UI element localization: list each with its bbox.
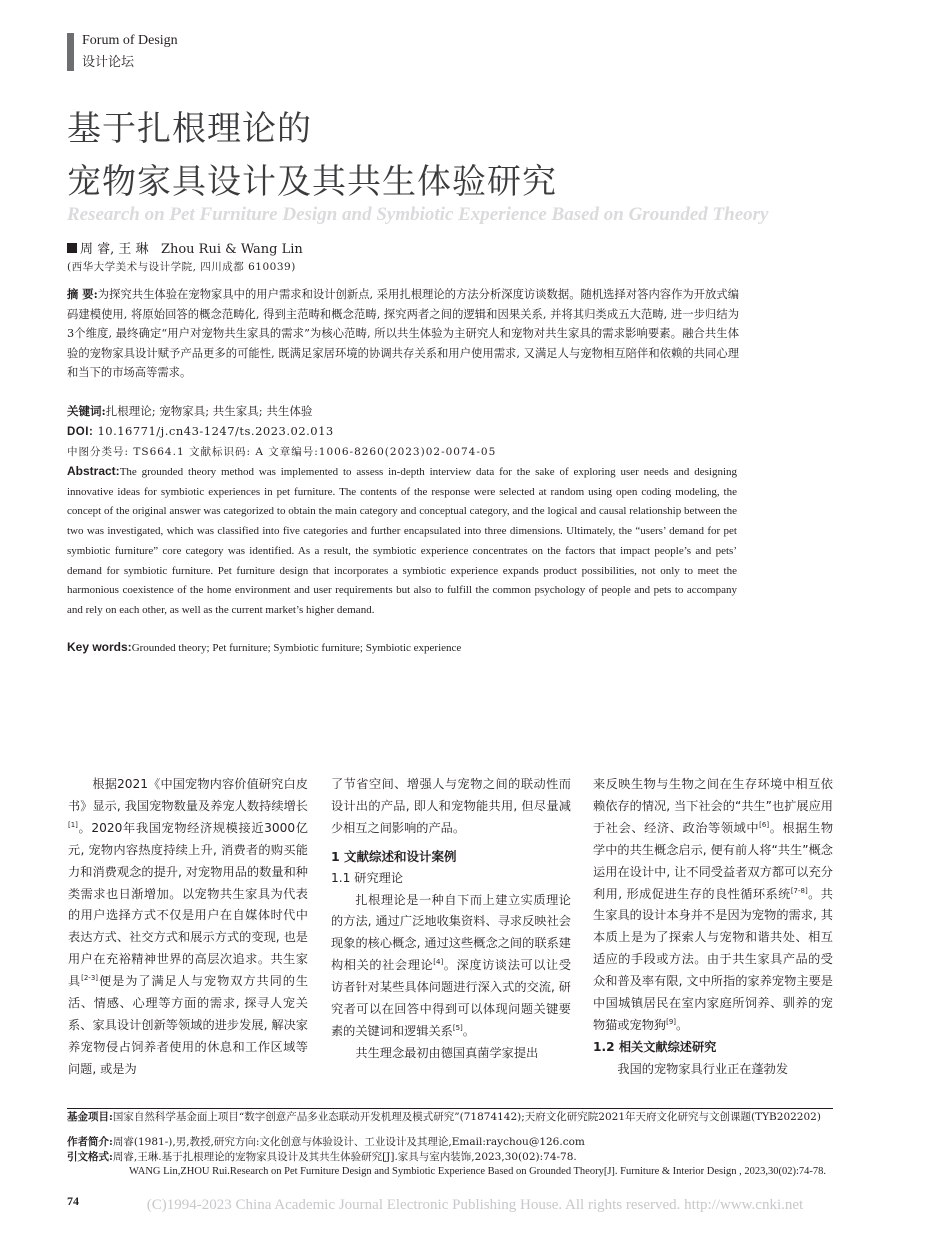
author-names-cn: 周 睿, 王 琳 [80, 242, 149, 257]
cnki-watermark: (C)1994-2023 China Academic Journal Electronic Publishing House. All rights reserved. http://www.cnki.net [146, 1197, 804, 1213]
abstract-cn-text: 为探究共生体验在宠物家具中的用户需求和设计创新点, 采用扎根理论的方法分析深度访谈数据。随机选择对答内容作为开放式编码建模使用, 将原始回答的概念范畴化, 得到主范畴和概念范畴, 探究两者之间的逻辑和因果关系, 并将其归类成五大范畴, 进一步归结为3个维度, 最终确定“用户对宠物共生家具的需求”为核心范畴, 所以共生体验为主研究人和宠物对共生家具的需求影响要素。融合共生体验的宠物家具设计赋予产品更多的可能性, 既满足家居环境的协调共存关系和用户使用需求, 又满足人与宠物相互陪伴和依赖的共同心理和当下的市场高等需求。 [67, 288, 739, 380]
author-marker-square [67, 243, 77, 253]
keywords-en-text: Grounded theory; Pet furniture; Symbiotic furniture; Symbiotic experience [131, 642, 462, 654]
citation-ref[interactable]: [9] [666, 1017, 677, 1026]
section-heading: 1 文献综述和设计案例 [331, 848, 457, 864]
doi-value[interactable]: 10.16771/j.cn43-1247/ts.2023.02.013 [97, 424, 334, 438]
abstract-cn-label: 摘 要: [67, 287, 98, 301]
keywords-cn-label: 关键词: [67, 404, 106, 418]
affiliation: (西华大学美术与设计学院, 四川成都 610039) [67, 261, 296, 273]
keywords-cn [67, 403, 312, 419]
citation-ref[interactable]: [4] [433, 958, 444, 967]
section-bar [67, 33, 74, 71]
section-title-cn: 设计论坛 [82, 55, 135, 70]
subsection-heading: 1.1 研究理论 [331, 870, 404, 885]
paper-title-line1: 基于扎根理论的 [67, 109, 312, 149]
section-title-en: Forum of Design [82, 33, 178, 48]
paper-title-line2: 宠物家具设计及其共生体验研究 [67, 162, 557, 202]
abstract-en-text: The grounded theory method was implemented to assess in-depth interview data for the sake of exploring user needs and designing innovative ideas for symbiotic experiences in pet furniture. The contents of the response were selected at random using open coding modeling, the concept of the original answer was categorized to obtain the main category and conceptual category, and the logical and causal relationship between the two was investigated, which was classified into five categories and further encapsulated into three dimensions. Ultimately, the “users’ demand for pet symbiotic furniture” core category was identified. As a result, the symbiotic experience concentrates on the factors that impact people’s and pets’ demand for symbiotic furniture. Pet furniture design that incorporates a symbiotic experience expands product possibilities, not only to meet the harmonious coexistence of the home environment and user requirements but also to fulfill the common psychology of people and pets to accompany and rely on each other, as well as the current market’s higher demand. [67, 466, 737, 616]
body-paragraph: 来反映生物与生物之间在生存环境中相互依赖依存的情况, 当下社会的“共生”也扩展应用于社会、经济、政治等领域中[6]。根据生物学中的共生概念启示, 便有前人将“共生”概念运用在设计中, 让不同受益者双方都可以充分利用, 形成促进生存的良性循环系统[7-8]。共生家具的设计本身并不是因为宠物的需求, 其本质上是为了探索人与宠物和谐共处、相互适应的手段或方法。由于共生家具产品的受众和普及率有限, 文中所指的家养宠物主要是中国城镇居民在室内家庭所饲养、驯养的宠物猫或宠物狗[9]。 [593, 777, 834, 1032]
keywords-cn-text: 扎根理论; 宠物家具; 共生家具; 共生体验 [105, 404, 313, 418]
keywords-en [67, 640, 461, 654]
footnote-divider [67, 1108, 833, 1109]
abstract-cn [67, 285, 739, 383]
footnote-fund: 基金项目:国家自然科学基金面上项目“数字创意产品多业态联动开发机理及模式研究”(71874142);天府文化研究院2021年天府文化研究与文创课题(TYB202202) [67, 1111, 821, 1123]
keywords-en-label: Key words: [67, 640, 132, 654]
doi-label: DOI: [67, 426, 94, 438]
page-number: 74 [67, 1194, 79, 1208]
body-paragraph: 扎根理论是一种自下而上建立实质理论的方法, 通过广泛地收集资料、寻求反映社会现象的核心概念, 通过这些概念之间的联系建构相关的社会理论[4]。深度访谈法可以让受访者针对某些具体问题进行深入式的交流, 研究者可以在回答中得到可以体现问题关键要素的关键词和逻辑关系[5]。 [331, 892, 572, 1038]
body-column-3 [593, 774, 833, 1081]
abstract-en [67, 462, 737, 621]
citation-ref[interactable]: [5] [452, 1023, 463, 1032]
subsection-heading: 1.2 相关文献综述研究 [593, 1039, 717, 1054]
body-paragraph: 共生理念最初由德国真菌学家提出 [355, 1045, 539, 1060]
body-column-2 [331, 774, 571, 1065]
author-names-en: Zhou Rui & Wang Lin [160, 242, 303, 257]
footnote-citation: 引文格式:周睿,王琳.基于扎根理论的宠物家具设计及其共生体验研究[J].家具与室内装饰,2023,30(02):74-78. [67, 1151, 577, 1163]
footnote-author: 作者简介:周睿(1981-),男,教授,研究方向:文化创意与体验设计、工业设计及其理论,Email:raychou@126.com [67, 1136, 585, 1148]
citation-ref[interactable]: [1] [68, 820, 78, 829]
body-paragraph: 了节省空间、增强人与宠物之间的联动性而设计出的产品, 即人和宠物能共用, 但尽量减少相互之间影响的产品。 [331, 777, 571, 835]
paper-title-en: Research on Pet Furniture Design and Symbiotic Experience Based on Grounded Theory [67, 204, 769, 225]
abstract-en-label: Abstract: [67, 464, 120, 478]
citation-ref[interactable]: [7-8] [790, 886, 808, 895]
doi-line [67, 424, 334, 438]
body-paragraph: 我国的宠物家具行业正在蓬勃发 [617, 1061, 789, 1076]
body-column-1 [68, 774, 308, 1081]
author-line [67, 238, 303, 257]
body-paragraph: 根据2021《中国宠物内容价值研究白皮书》显示, 我国宠物数量及养宠人数持续增长[1]。2020年我国宠物经济规模接近3000亿元, 宠物内容热度持续上升, 消费者的购买能力和消费观念的提升, 对宠物用品的数量和种类需求也日渐增加。以宠物共生家具为代表的用户选择方式不仅是用户在自媒体时代中表达方式、社交方式和展示方式的变现, 也是用户在充裕精神世界的高层次追求。共生家具[2-3]便是为了满足人与宠物双方共同的生活、情感、心理等方面的需求, 探寻人宠关系、家具设计创新等领域的进步发展, 解决家养宠物侵占饲养者使用的休息和工作区域等问题, 或是为 [68, 777, 309, 1076]
footnote-citation-en: WANG Lin,ZHOU Rui.Research on Pet Furniture Design and Symbiotic Experience Based on Grounded Theory[J]. Furniture & Interior Design , 2023,30(02):74-78. [129, 1166, 827, 1177]
citation-ref[interactable]: [6] [759, 820, 770, 829]
classification-line: 中图分类号: TS664.1 文献标识码: A 文章编号:1006-8260(2023)02-0074-05 [67, 446, 497, 458]
citation-ref[interactable]: [2-3] [81, 974, 99, 983]
